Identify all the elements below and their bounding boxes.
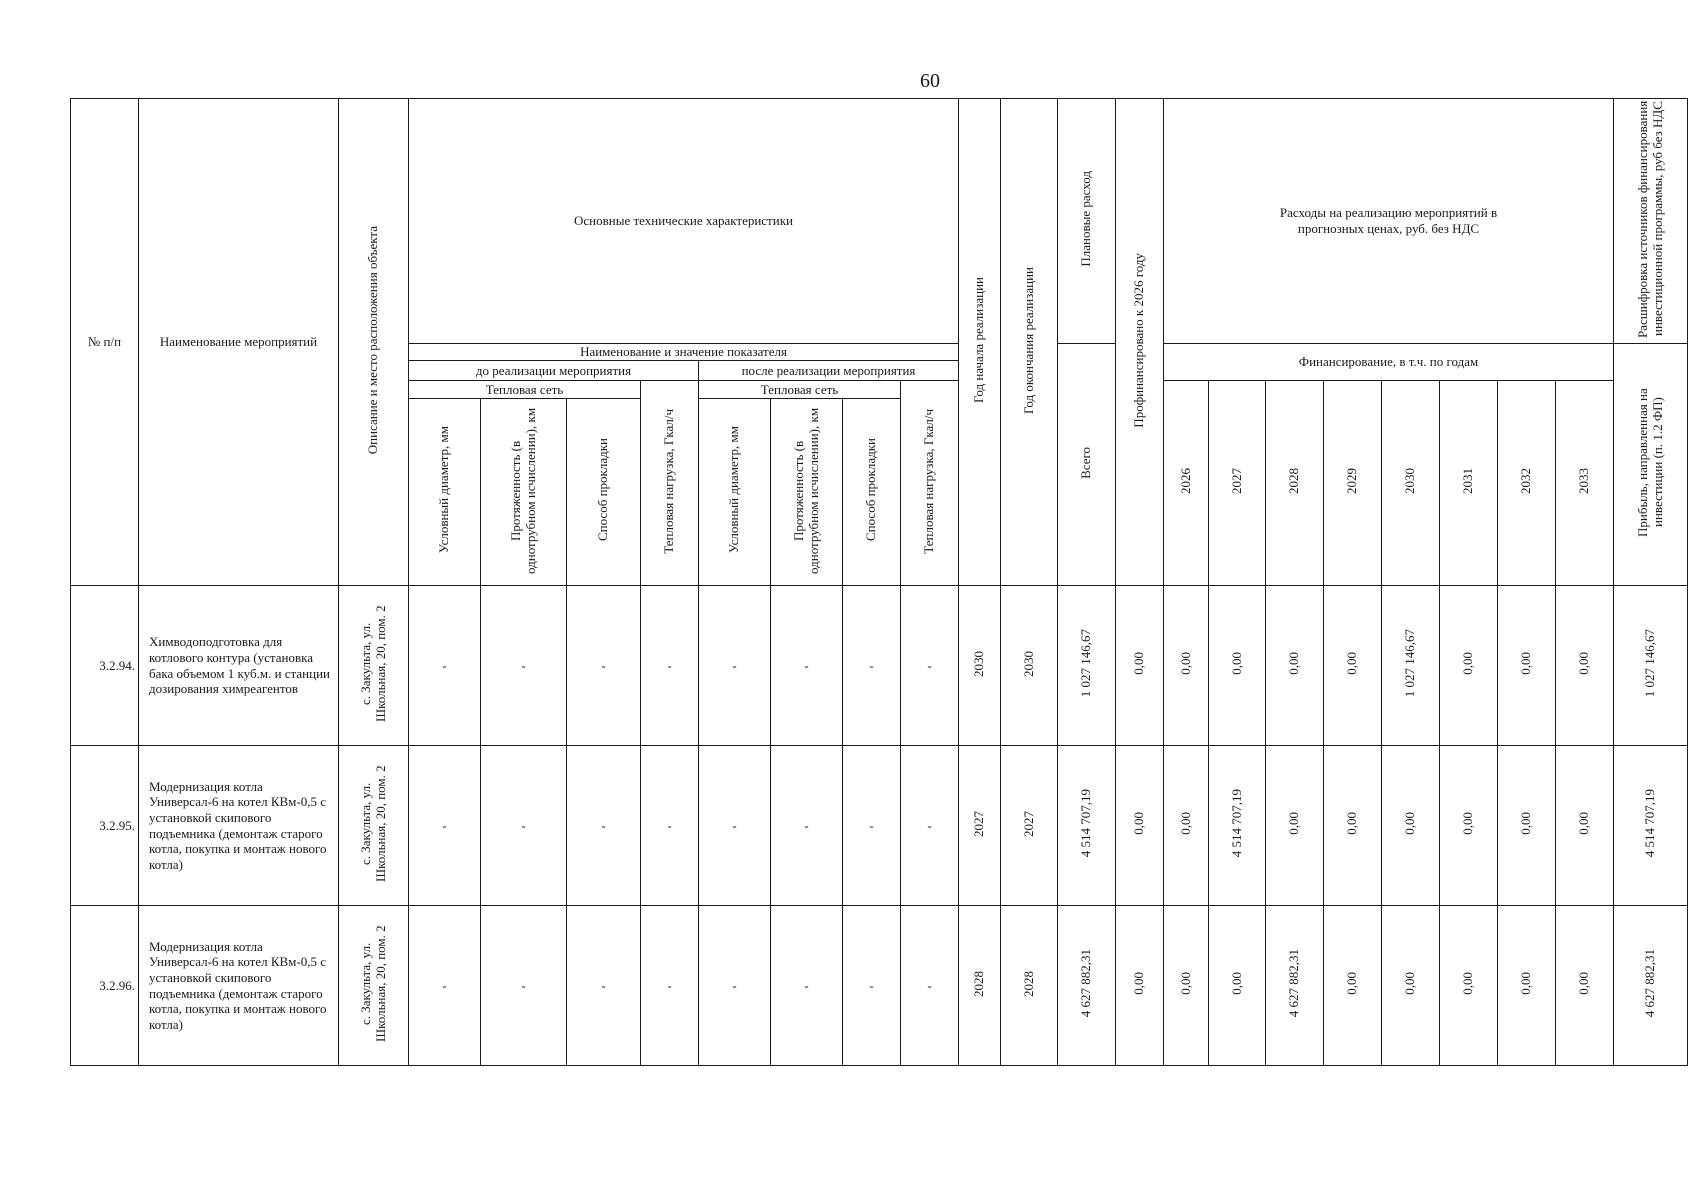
row-year-value-label: 0,00 (1286, 812, 1302, 835)
row-profit (1614, 746, 1688, 906)
row-year-value (1266, 586, 1324, 746)
header-after-label: после реализации мероприятия (741, 362, 916, 378)
header-year-end-label: Год окончания реализации (1020, 266, 1036, 414)
header-prefinanced-label: Профинансировано к 2026 году (1131, 252, 1147, 428)
header-no (71, 99, 139, 586)
header-before-col-4-label: Тепловая нагрузка, Гкал/ч (661, 408, 677, 554)
row-tech-value-label: - (804, 817, 809, 833)
row-year-value-label: 0,00 (1344, 972, 1360, 995)
row-tech-value-label: - (869, 657, 874, 673)
row-year-value-label: 0,00 (1286, 652, 1302, 675)
table-row (71, 746, 1688, 906)
row-tech-value (901, 586, 959, 746)
row-prefinanced-label: 0,00 (1131, 812, 1147, 835)
row-tech-value-label: - (667, 657, 672, 673)
row-tech-value-label: - (442, 657, 447, 673)
header-total-label: Всего (1078, 446, 1094, 479)
row-tech-value-label: - (521, 817, 526, 833)
header-heat-net-before-label: Тепловая сеть (485, 381, 564, 397)
row-name-label: Модернизация котла Универсал-6 на котел КВм-0,5 с установкой скипового подъемника (демонтаж старого котла, покупка и монтаж нового котла) (149, 938, 327, 1032)
row-year-value (1556, 586, 1614, 746)
row-year-value-label: 0,00 (1228, 972, 1244, 995)
header-after-col-2 (771, 399, 843, 586)
row-profit-label: 1 027 146,67 (1642, 629, 1658, 698)
header-expenses (1164, 99, 1614, 344)
header-after-col-3-label: Способ прокладки (863, 438, 879, 542)
row-year-value (1209, 586, 1266, 746)
row-tech-value (567, 746, 641, 906)
header-indicator-label: Наименование и значение показателя (580, 344, 787, 359)
row-year-value (1382, 746, 1440, 906)
row-tech-value (843, 906, 901, 1066)
row-year-value-label: 4 514 707,19 (1228, 789, 1244, 858)
row-no-label: 3.2.94. (99, 657, 135, 673)
header-after-col-2-label: Протяженность (в однотрубном исчислении), км (790, 406, 821, 574)
header-sources (1614, 99, 1688, 344)
table-body (71, 99, 1688, 1066)
row-year-end-label: 2027 (1020, 810, 1036, 837)
row-tech-value-label: - (927, 817, 932, 833)
row-profit (1614, 586, 1688, 746)
row-prefinanced-label: 0,00 (1131, 972, 1147, 995)
row-year-value-label: 0,00 (1576, 972, 1592, 995)
row-year-value-label: 0,00 (1460, 652, 1476, 675)
header-year-end (1001, 99, 1058, 586)
header-before-col-1-label: Условный диаметр, мм (436, 426, 452, 554)
header-tech-main-label: Основные технические характеристики (574, 213, 793, 228)
header-year-2027 (1209, 381, 1266, 586)
row-year-value-label: 0,00 (1518, 652, 1534, 675)
row-location (339, 906, 409, 1066)
row-tech-value (843, 746, 901, 906)
row-tech-value (409, 746, 481, 906)
table-row (71, 586, 1688, 746)
row-year-value (1266, 746, 1324, 906)
row-year-start (959, 906, 1001, 1066)
row-year-value-label: 0,00 (1402, 812, 1418, 835)
header-year-2032 (1498, 381, 1556, 586)
row-year-value (1382, 906, 1440, 1066)
row-prefinanced (1116, 746, 1164, 906)
row-location-label: с. Закульта, ул. Школьная, 20, пом. 2 (357, 605, 388, 722)
row-year-value (1498, 906, 1556, 1066)
header-financing (1164, 344, 1614, 381)
header-before-col-1 (409, 399, 481, 586)
header-year-2030 (1382, 381, 1440, 586)
row-no-label: 3.2.96. (99, 977, 135, 993)
row-year-value (1209, 906, 1266, 1066)
header-prefinanced (1116, 99, 1164, 586)
row-year-value-label: 0,00 (1518, 812, 1534, 835)
header-tech-main (409, 99, 959, 344)
row-year-value-label: 1 027 146,67 (1402, 629, 1418, 698)
header-indicator (409, 344, 959, 361)
row-year-value-label: 0,00 (1228, 652, 1244, 675)
header-year-2026 (1164, 381, 1209, 586)
row-tech-value (409, 586, 481, 746)
header-year-start (959, 99, 1001, 586)
header-year-label: 2029 (1344, 468, 1360, 494)
header-after-col-3 (843, 399, 901, 586)
row-year-value (1164, 906, 1209, 1066)
header-after-col-1 (699, 399, 771, 586)
row-year-value-label: 0,00 (1177, 652, 1193, 675)
row-name (139, 586, 339, 746)
row-tech-value-label: - (732, 657, 737, 673)
row-total (1058, 746, 1116, 906)
row-year-value-label: 0,00 (1344, 812, 1360, 835)
row-year-value (1440, 906, 1498, 1066)
row-year-value-label: 0,00 (1460, 972, 1476, 995)
row-profit-label: 4 514 707,19 (1642, 789, 1658, 858)
header-year-2028 (1266, 381, 1324, 586)
row-year-value (1382, 586, 1440, 746)
header-no-label: № п/п (87, 334, 122, 349)
header-name-label: Наименование мероприятий (159, 334, 318, 350)
header-sources-label: Расшифровка источников финансирования инвестиционной программы, руб без НДС (1634, 100, 1665, 338)
header-name (139, 99, 339, 586)
row-year-value (1324, 906, 1382, 1066)
row-name-label: Модернизация котла Универсал-6 на котел КВм-0,5 с установкой скипового подъемника (демонтаж старого котла, покупка и монтаж нового котла) (149, 778, 327, 872)
header-planned (1058, 99, 1116, 344)
header-before (409, 361, 699, 381)
row-year-value-label: 0,00 (1576, 652, 1592, 675)
row-year-end (1001, 746, 1058, 906)
row-profit (1614, 906, 1688, 1066)
row-tech-value-label: - (521, 977, 526, 993)
header-year-start-label: Год начала реализации (971, 276, 987, 404)
header-before-col-4 (641, 381, 699, 586)
row-tech-value-label: - (442, 977, 447, 993)
row-year-value-label: 0,00 (1177, 812, 1193, 835)
row-tech-value (567, 906, 641, 1066)
row-tech-value (641, 906, 699, 1066)
row-tech-value (771, 586, 843, 746)
investment-program-table (70, 98, 1688, 1066)
header-heat-net-before (409, 381, 641, 399)
header-after (699, 361, 959, 381)
row-year-start (959, 586, 1001, 746)
row-total-label: 4 514 707,19 (1078, 789, 1094, 858)
header-year-label: 2028 (1286, 468, 1302, 494)
table-row (71, 906, 1688, 1066)
row-year-value (1440, 746, 1498, 906)
row-tech-value (409, 906, 481, 1066)
row-year-start-label: 2027 (971, 810, 987, 837)
row-tech-value (481, 746, 567, 906)
row-year-value (1498, 586, 1556, 746)
row-year-value (1164, 746, 1209, 906)
header-location (339, 99, 409, 586)
row-total (1058, 906, 1116, 1066)
row-location (339, 586, 409, 746)
row-tech-value-label: - (869, 817, 874, 833)
row-no (71, 586, 139, 746)
row-year-start-label: 2030 (971, 650, 987, 677)
row-tech-value (901, 906, 959, 1066)
header-before-col-2 (481, 399, 567, 586)
row-no (71, 906, 139, 1066)
header-before-label: до реализации мероприятия (475, 362, 632, 378)
row-tech-value-label: - (927, 977, 932, 993)
row-tech-value (641, 746, 699, 906)
row-profit-label: 4 627 882,31 (1642, 949, 1658, 1018)
row-no (71, 746, 139, 906)
row-prefinanced (1116, 586, 1164, 746)
row-year-value-label: 0,00 (1460, 812, 1476, 835)
row-tech-value-label: - (732, 817, 737, 833)
row-year-end (1001, 586, 1058, 746)
header-after-col-1-label: Условный диаметр, мм (726, 426, 742, 554)
header-profit (1614, 344, 1688, 586)
row-year-value-label: 0,00 (1344, 652, 1360, 675)
row-tech-value-label: - (442, 817, 447, 833)
header-total (1058, 344, 1116, 586)
header-planned-label: Плановые расход (1078, 171, 1094, 267)
row-tech-value (901, 746, 959, 906)
row-name (139, 906, 339, 1066)
row-year-value (1209, 746, 1266, 906)
row-year-value (1556, 746, 1614, 906)
row-year-value-label: 4 627 882,31 (1286, 949, 1302, 1018)
row-name-label: Химводоподготовка для котлового контура (установка бака объемом 1 куб.м. и станции дозирования химреагентов (149, 634, 330, 697)
row-year-value-label: 0,00 (1576, 812, 1592, 835)
header-year-label: 2032 (1518, 468, 1534, 494)
row-location-label: с. Закульта, ул. Школьная, 20, пом. 2 (357, 765, 388, 882)
row-year-value-label: 0,00 (1518, 972, 1534, 995)
header-profit-label: Прибыль, направленная на инвестиции (п. 1.2 ФП) (1634, 388, 1665, 537)
row-total (1058, 586, 1116, 746)
row-tech-value (481, 906, 567, 1066)
header-before-col-3-label: Способ прокладки (595, 438, 611, 542)
row-year-value-label: 0,00 (1402, 972, 1418, 995)
row-tech-value (843, 586, 901, 746)
header-year-label: 2030 (1402, 468, 1418, 494)
header-year-label: 2031 (1460, 468, 1476, 494)
page-number: 60 (920, 70, 940, 92)
row-year-value (1440, 586, 1498, 746)
row-prefinanced (1116, 906, 1164, 1066)
row-no-label: 3.2.95. (99, 817, 135, 833)
row-name (139, 746, 339, 906)
row-year-start-label: 2028 (971, 970, 987, 997)
header-before-col-3 (567, 399, 641, 586)
row-tech-value-label: - (667, 977, 672, 993)
header-location-label: Описание и место расположения объекта (365, 225, 381, 455)
header-year-2029 (1324, 381, 1382, 586)
header-after-col-4-label: Тепловая нагрузка, Гкал/ч (921, 408, 937, 554)
row-tech-value-label: - (732, 977, 737, 993)
row-tech-value (699, 906, 771, 1066)
header-year-label: 2033 (1576, 468, 1592, 494)
row-year-value (1324, 586, 1382, 746)
row-year-value-label: 0,00 (1177, 972, 1193, 995)
row-tech-value-label: - (601, 657, 606, 673)
row-year-value (1164, 586, 1209, 746)
row-tech-value-label: - (521, 657, 526, 673)
row-tech-value-label: - (804, 657, 809, 673)
row-year-end-label: 2030 (1020, 650, 1036, 677)
row-tech-value (567, 586, 641, 746)
row-year-value (1556, 906, 1614, 1066)
row-tech-value-label: - (804, 977, 809, 993)
row-year-value (1266, 906, 1324, 1066)
header-before-col-2-label: Протяженность (в однотрубном исчислении), км (507, 406, 538, 574)
header-heat-net-after (699, 381, 901, 399)
row-tech-value (481, 586, 567, 746)
row-total-label: 1 027 146,67 (1078, 629, 1094, 698)
row-year-end-label: 2028 (1020, 970, 1036, 997)
row-tech-value-label: - (601, 977, 606, 993)
row-tech-value (771, 906, 843, 1066)
row-year-end (1001, 906, 1058, 1066)
header-year-label: 2027 (1228, 468, 1244, 494)
row-prefinanced-label: 0,00 (1131, 652, 1147, 675)
row-tech-value (771, 746, 843, 906)
row-tech-value-label: - (927, 657, 932, 673)
header-year-2033 (1556, 381, 1614, 586)
row-total-label: 4 627 882,31 (1078, 949, 1094, 1018)
header-year-2031 (1440, 381, 1498, 586)
row-tech-value (699, 746, 771, 906)
header-financing-label: Финансирование, в т.ч. по годам (1298, 354, 1479, 369)
row-year-value (1498, 746, 1556, 906)
row-tech-value (641, 586, 699, 746)
header-heat-net-after-label: Тепловая сеть (760, 381, 839, 397)
header-after-col-4 (901, 381, 959, 586)
header-year-label: 2026 (1177, 468, 1193, 494)
row-tech-value (699, 586, 771, 746)
row-tech-value-label: - (667, 817, 672, 833)
row-location (339, 746, 409, 906)
row-tech-value-label: - (869, 977, 874, 993)
row-location-label: с. Закульта, ул. Школьная, 20, пом. 2 (357, 925, 388, 1042)
header-expenses-label: Расходы на реализацию мероприятий в прогнозных ценах, руб. без НДС (1279, 205, 1498, 236)
row-year-value (1324, 746, 1382, 906)
row-year-start (959, 746, 1001, 906)
row-tech-value-label: - (601, 817, 606, 833)
